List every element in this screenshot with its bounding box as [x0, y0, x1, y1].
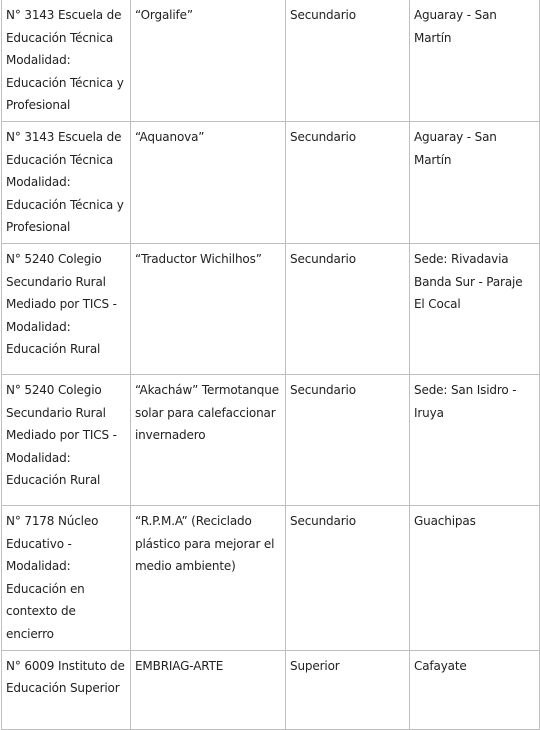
table-row [2, 650, 540, 729]
project-text: EMBRIAG-ARTE [135, 658, 224, 673]
location-cell [410, 650, 540, 729]
table-row [2, 374, 540, 505]
level-cell [286, 243, 410, 374]
project-cell [131, 243, 286, 374]
table-row [2, 243, 540, 374]
location-cell [410, 243, 540, 374]
location-text: Sede: San Isidro - Iruya [414, 382, 517, 420]
level-text: Secundario [290, 513, 356, 528]
school-text: N° 5240 Colegio Secundario Rural Mediado por TICS - Modalidad: Educación Rural [6, 382, 117, 488]
project-cell [131, 121, 286, 243]
table-row [2, 505, 540, 650]
school-text: N° 5240 Colegio Secundario Rural Mediado por TICS - Modalidad: Educación Rural [6, 251, 117, 357]
school-text: N° 3143 Escuela de Educación Técnica Modalidad: Educación Técnica y Profesional [6, 8, 124, 113]
level-cell [286, 505, 410, 650]
level-text: Secundario [290, 129, 356, 144]
project-text: “Traductor Wichilhos” [135, 251, 262, 266]
project-text: “Orgalife” [135, 8, 193, 22]
location-text: Guachipas [414, 513, 476, 528]
level-cell [286, 121, 410, 243]
location-cell [410, 121, 540, 243]
project-cell [131, 374, 286, 505]
school-cell [2, 505, 131, 650]
location-text: Sede: Rivadavia Banda Sur - Paraje El Cocal [414, 251, 523, 312]
location-text: Aguaray - San Martín [414, 8, 497, 45]
project-text: “Akacháw” Termotanque solar para calefaccionar invernadero [135, 382, 279, 443]
level-text: Secundario [290, 251, 356, 266]
school-text: N° 7178 Núcleo Educativo - Modalidad: Educación en contexto de encierro [6, 513, 99, 641]
school-text: N° 3143 Escuela de Educación Técnica Modalidad: Educación Técnica y Profesional [6, 129, 124, 235]
project-cell [131, 505, 286, 650]
project-cell [131, 650, 286, 729]
location-cell [410, 374, 540, 505]
project-text: “Aquanova” [135, 129, 205, 144]
level-text: Secundario [290, 8, 356, 22]
project-text: “R.P.M.A” (Reciclado plástico para mejorar el medio ambiente) [135, 513, 275, 574]
location-text: Cafayate [414, 658, 467, 673]
table-row [2, 0, 540, 121]
location-cell [410, 505, 540, 650]
level-cell [286, 650, 410, 729]
location-cell [410, 0, 540, 121]
school-cell [2, 121, 131, 243]
projects-table [1, 0, 540, 730]
school-cell [2, 374, 131, 505]
school-cell [2, 650, 131, 729]
school-text: N° 6009 Instituto de Educación Superior [6, 658, 125, 696]
level-cell [286, 0, 410, 121]
level-text: Superior [290, 658, 340, 673]
school-cell [2, 243, 131, 374]
school-cell [2, 0, 131, 121]
project-cell [131, 0, 286, 121]
level-text: Secundario [290, 382, 356, 397]
location-text: Aguaray - San Martín [414, 129, 497, 167]
table-row [2, 121, 540, 243]
level-cell [286, 374, 410, 505]
